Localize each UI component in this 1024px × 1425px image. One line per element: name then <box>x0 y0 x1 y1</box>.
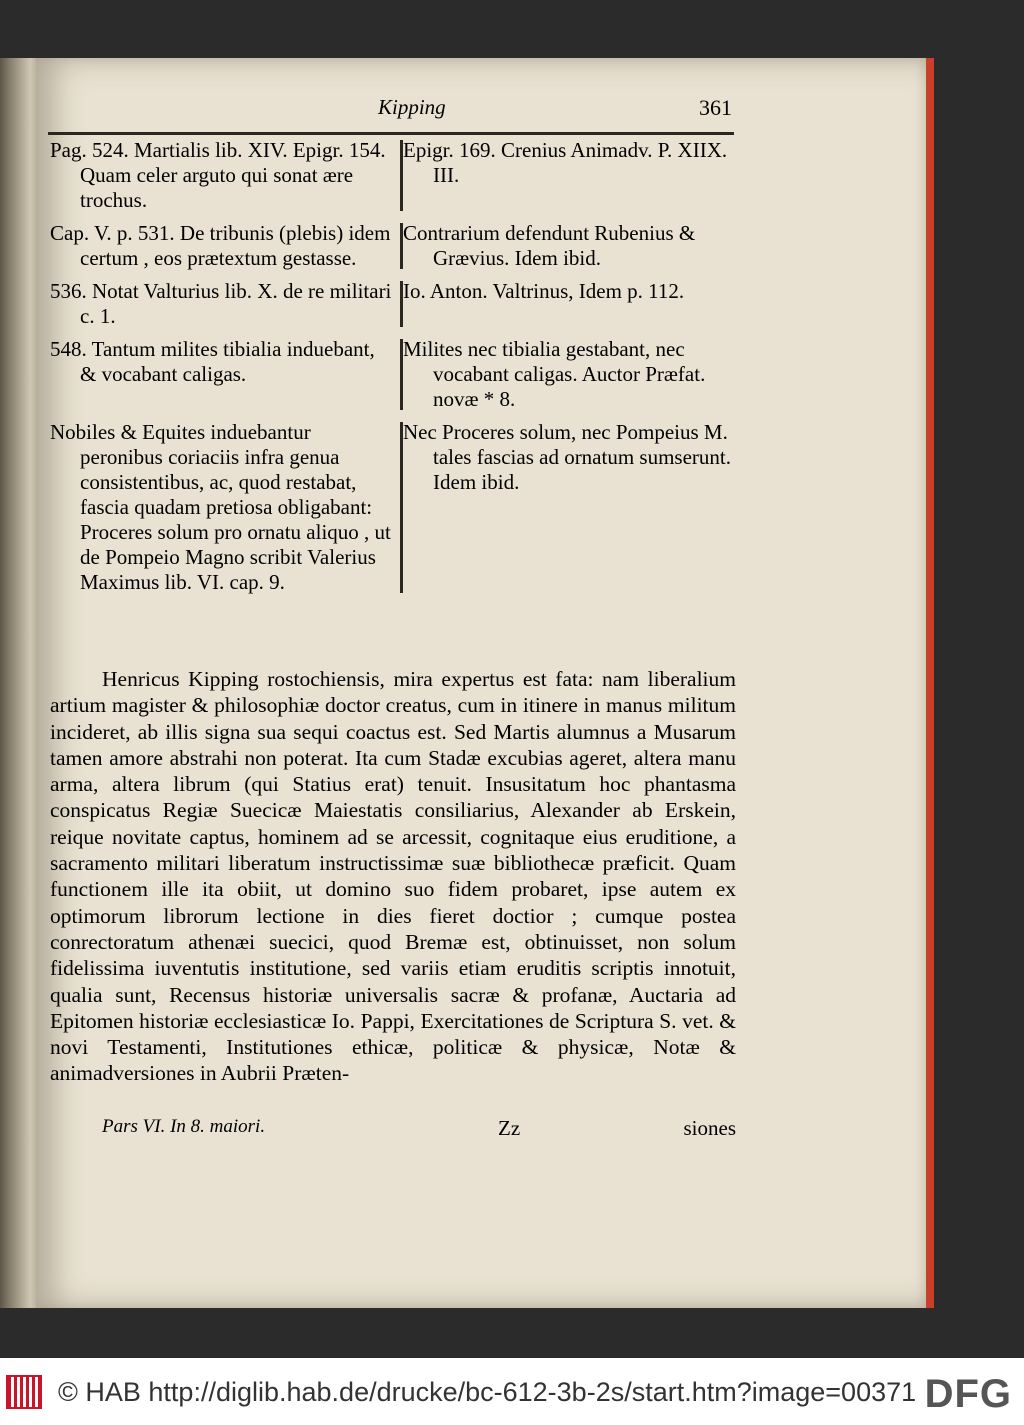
note-left: Cap. V. p. 531. De tribunis (plebis) idem certum , eos prætextum gestasse. <box>50 221 391 270</box>
dfg-logo: DFG <box>924 1372 1012 1416</box>
signature-text: Pars VI. In 8. maiori. <box>102 1116 266 1137</box>
notes-columns <box>50 138 736 603</box>
note-right: Epigr. 169. Crenius Animadv. P. XIIX. III. <box>403 138 728 187</box>
note-row <box>50 337 736 412</box>
credit-link[interactable]: © HAB http://diglib.hab.de/drucke/bc-612-3b-2s/start.htm?image=00371 <box>58 1377 917 1407</box>
body-text: Henricus Kipping rostochiensis, mira expertus est fata: nam liberalium artium magister & philosophiæ doctor creatus, cum in itinere in manus militum incideret, ab illis signa sua sequi coactus est. Sed Martis alumnus a Musarum tamen amore abstrahi non poterat. Ita cum Stadæ excubias ageret, altera manu arma, altera librum (qui Statius erat) tenuit. Insusitatum hoc phantasma conspicatus Regiæ Suecicæ Maiestatis consiliarius, Alexander ab Erskein, reique novitate captus, hominem ad se arcessit, cognitaque eius eruditione, a sacramento militari liberatum instructissimæ suæ bibliothecæ præficit. Quam functionem ille ita obiit, ut domino suo fidem probaret, ipse autem ex optimorum librorum lectione in dies fieret doctior ; cumque postea conrectoratum athenæi suecici, quod Bremæ est, obtinuisset, non solum fidelissima iuventutis institutione, sed variis etiam eruditis scriptis innotuit, qualia sunt, Recensus historiæ universalis sacræ & profanæ, Auctaria ad Epitomen historiæ ecclesiasticæ Io. Pappi, Exercitationes de Scriptura S. vet. & novi Testamenti, Institutiones ethicæ, politicæ & physicæ, Notæ & animadversiones in Aubrii Præten- <box>50 667 736 1086</box>
header-rule <box>48 132 734 135</box>
previous-page-edge <box>0 58 38 1308</box>
note-left: Nobiles & Equites induebantur peronibus coriaciis infra genua consistentibus, ac, quod restabat, fascia quadam pretiosa obligabant: Proceres solum pro ornatu aliquo , ut de Pompeio Magno scribit Valerius Maximus lib. VI. cap. 9. <box>50 420 391 594</box>
note-left: Pag. 524. Martialis lib. XIV. Epigr. 154. Quam celer arguto qui sonat ære trochus. <box>50 138 386 212</box>
page-number: 361 <box>699 95 732 120</box>
note-right: Milites nec tibialia gestabant, nec vocabant caligas. Auctor Præfat. novæ * 8. <box>403 337 706 411</box>
signature-mark: Zz <box>498 1116 521 1140</box>
page-header <box>48 95 732 125</box>
credit-bar <box>0 1358 1024 1425</box>
note-left: 536. Notat Valturius lib. X. de re militari c. 1. <box>50 279 392 328</box>
catchword: siones <box>683 1116 736 1140</box>
running-head: Kipping <box>378 95 446 119</box>
note-row <box>50 420 736 595</box>
note-right: Io. Anton. Valtrinus, Idem p. 112. <box>403 279 685 303</box>
note-right: Nec Proceres solum, nec Pompeius M. tales fascias ad ornatum sumserunt. Idem ibid. <box>403 420 731 494</box>
page-footer <box>50 1116 736 1144</box>
note-right: Contrarium defendunt Rubenius & Grævius. Idem ibid. <box>403 221 696 270</box>
note-row <box>50 221 736 271</box>
note-row <box>50 138 736 213</box>
note-row <box>50 279 736 329</box>
note-left: 548. Tantum milites tibialia induebant, & vocabant caligas. <box>50 337 375 386</box>
library-logo-icon <box>6 1375 42 1409</box>
body-paragraph <box>50 666 736 1087</box>
